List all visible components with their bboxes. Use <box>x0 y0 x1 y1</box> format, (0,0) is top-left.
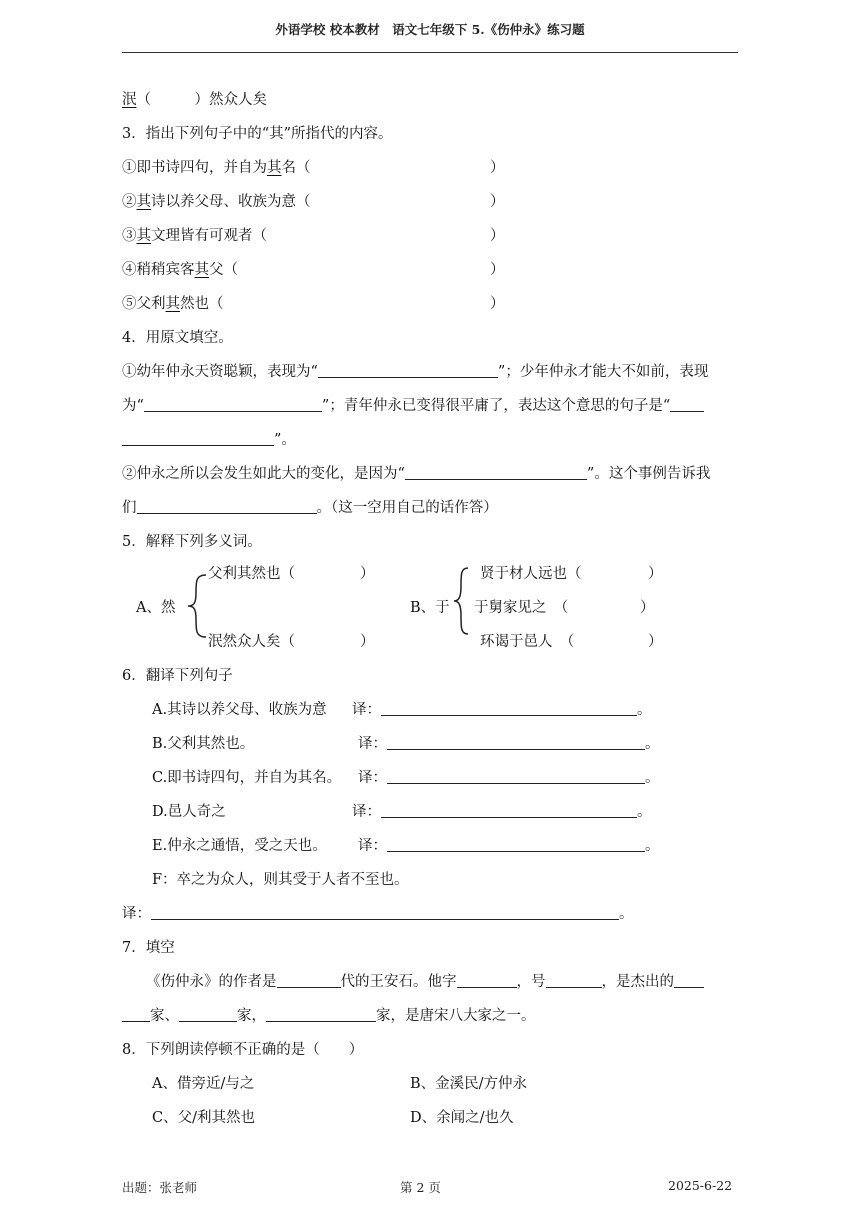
q7-blank-zi[interactable] <box>457 973 517 988</box>
q4-blank-3a[interactable] <box>670 397 704 412</box>
q6-blank-e[interactable] <box>387 837 645 852</box>
q6-item-c-answer: 译： 。 <box>358 770 660 786</box>
q6-item-d-answer: 译： 。 <box>352 804 652 820</box>
q4-blank-2[interactable] <box>144 397 322 412</box>
q6-blank-a[interactable] <box>381 701 637 716</box>
q7-line-2: 家、 家， 家，是唐宋八大家之一。 <box>122 1006 536 1026</box>
q8-option-c[interactable]: C、父/利其然也 <box>152 1110 255 1126</box>
q3-item-3-close: ） <box>490 228 505 244</box>
q7-blank-dynasty[interactable] <box>277 973 341 988</box>
q3-item-5: ⑤父利其然也（ <box>122 296 224 312</box>
q6-title: 6．翻译下列句子 <box>122 668 233 684</box>
q6-item-b: B.父利其然也。 <box>152 736 255 752</box>
q6-item-f-answer: 译： 。 <box>122 906 634 922</box>
q2-item-3 <box>122 90 267 110</box>
footer-page-number: 第 2 页 <box>400 1180 441 1195</box>
page-header: 外语学校 校本教材 语文七年级下 5.《伤仲永》练习题 <box>275 22 585 37</box>
q6-blank-c[interactable] <box>387 769 645 784</box>
q5-b-item-1-close: ） <box>648 566 663 582</box>
q5-a-brace-icon <box>186 573 208 639</box>
q7-line-1: 《伤仲永》的作者是 代的王安石。他字 ，号 ，是杰出的 <box>146 972 704 992</box>
q4-line-1: ①幼年仲永天资聪颖，表现为“ ”；少年仲永才能大不如前，表现 <box>122 364 709 380</box>
q8-title: 8．下列朗读停顿不正确的是（ ） <box>122 1042 364 1058</box>
q4-blank-5[interactable] <box>137 499 317 514</box>
q5-b-item-2: 于舅家见之 （ <box>474 600 569 616</box>
q6-item-b-answer: 译： 。 <box>358 736 660 752</box>
q5-b-label: B、于 <box>410 600 450 616</box>
header-rule <box>122 52 738 53</box>
q4-line-2: 为“ ”；青年仲永已变得很平庸了，表达这个意思的句子是“ <box>122 396 704 416</box>
q7-blank-1a[interactable] <box>674 973 704 988</box>
q6-item-a: A.其诗以养父母、收族为意 <box>152 702 327 718</box>
footer-date: 2025-6-22 <box>668 1178 733 1193</box>
q5-a-item-2: 泯然众人矣（ <box>208 634 295 650</box>
q6-item-f: F：卒之为众人，则其受于人者不至也。 <box>152 872 409 888</box>
q5-title: 5．解释下列多义词。 <box>122 534 262 550</box>
q3-item-1: ①即书诗四句，并自为其名（ <box>122 160 311 176</box>
q8-option-a[interactable]: A、借旁近/与之 <box>152 1076 255 1092</box>
q6-item-d: D.邑人奇之 <box>152 804 226 820</box>
q2-item-3-rest: （ ）然众人矣 <box>136 92 267 108</box>
q3-item-4-close: ） <box>490 262 505 278</box>
q7-blank-hao[interactable] <box>546 973 602 988</box>
q3-item-2-close: ） <box>490 194 505 210</box>
q6-item-c: C.即书诗四句，并自为其名。 <box>152 770 342 786</box>
q3-item-2: ②其诗以养父母、收族为意（ <box>122 194 311 210</box>
q3-item-1-close: ） <box>490 160 505 176</box>
q7-title: 7．填空 <box>122 940 175 956</box>
q5-a-item-1-close: ） <box>360 566 375 582</box>
q4-line-5: 们 。（这一空用自己的话作答） <box>122 500 498 516</box>
q5-a-item-1: 父利其然也（ <box>208 566 295 582</box>
q4-blank-1[interactable] <box>318 363 498 378</box>
q4-line-4: ②仲永之所以会发生如此大的变化，是因为“ ”。这个事例告诉我 <box>122 466 711 482</box>
q5-b-item-2-close: ） <box>640 600 655 616</box>
q5-b-item-3: 环谒于邑人 （ <box>480 634 575 650</box>
q5-b-item-3-close: ） <box>648 634 663 650</box>
q5-a-label: A、然 <box>136 600 176 616</box>
q2-underlined-char: 泯 <box>122 92 137 108</box>
q7-blank-2[interactable] <box>179 1007 237 1022</box>
q4-blank-4[interactable] <box>405 465 587 480</box>
q5-b-item-1: 贤于材人远也（ <box>480 566 582 582</box>
q6-blank-d[interactable] <box>381 803 637 818</box>
q5-b-brace-icon <box>452 566 470 636</box>
q4-blank-3b[interactable] <box>122 431 274 446</box>
q3-item-5-close: ） <box>490 296 505 312</box>
q3-item-4: ④稍稍宾客其父（ <box>122 262 238 278</box>
q4-title: 4．用原文填空。 <box>122 330 233 346</box>
q8-option-b[interactable]: B、金溪民/方仲永 <box>410 1076 528 1092</box>
q5-a-item-2-close: ） <box>360 634 375 650</box>
q7-blank-1b[interactable] <box>122 1007 150 1022</box>
q6-blank-f[interactable] <box>151 905 619 920</box>
q6-item-a-answer: 译： 。 <box>352 702 652 718</box>
q3-title: 3．指出下列句子中的“其”所指代的内容。 <box>122 126 393 142</box>
q7-blank-3[interactable] <box>266 1007 376 1022</box>
q6-blank-b[interactable] <box>387 735 645 750</box>
q3-item-3: ③其文理皆有可观者（ <box>122 228 267 244</box>
footer-author: 出题：张老师 <box>122 1180 198 1195</box>
q4-line-3: ”。 <box>122 430 296 450</box>
q6-item-e: E.仲永之通悟，受之天也。 <box>152 838 327 854</box>
q8-option-d[interactable]: D、余闻之/也久 <box>410 1110 514 1126</box>
q6-item-e-answer: 译： 。 <box>358 838 660 854</box>
